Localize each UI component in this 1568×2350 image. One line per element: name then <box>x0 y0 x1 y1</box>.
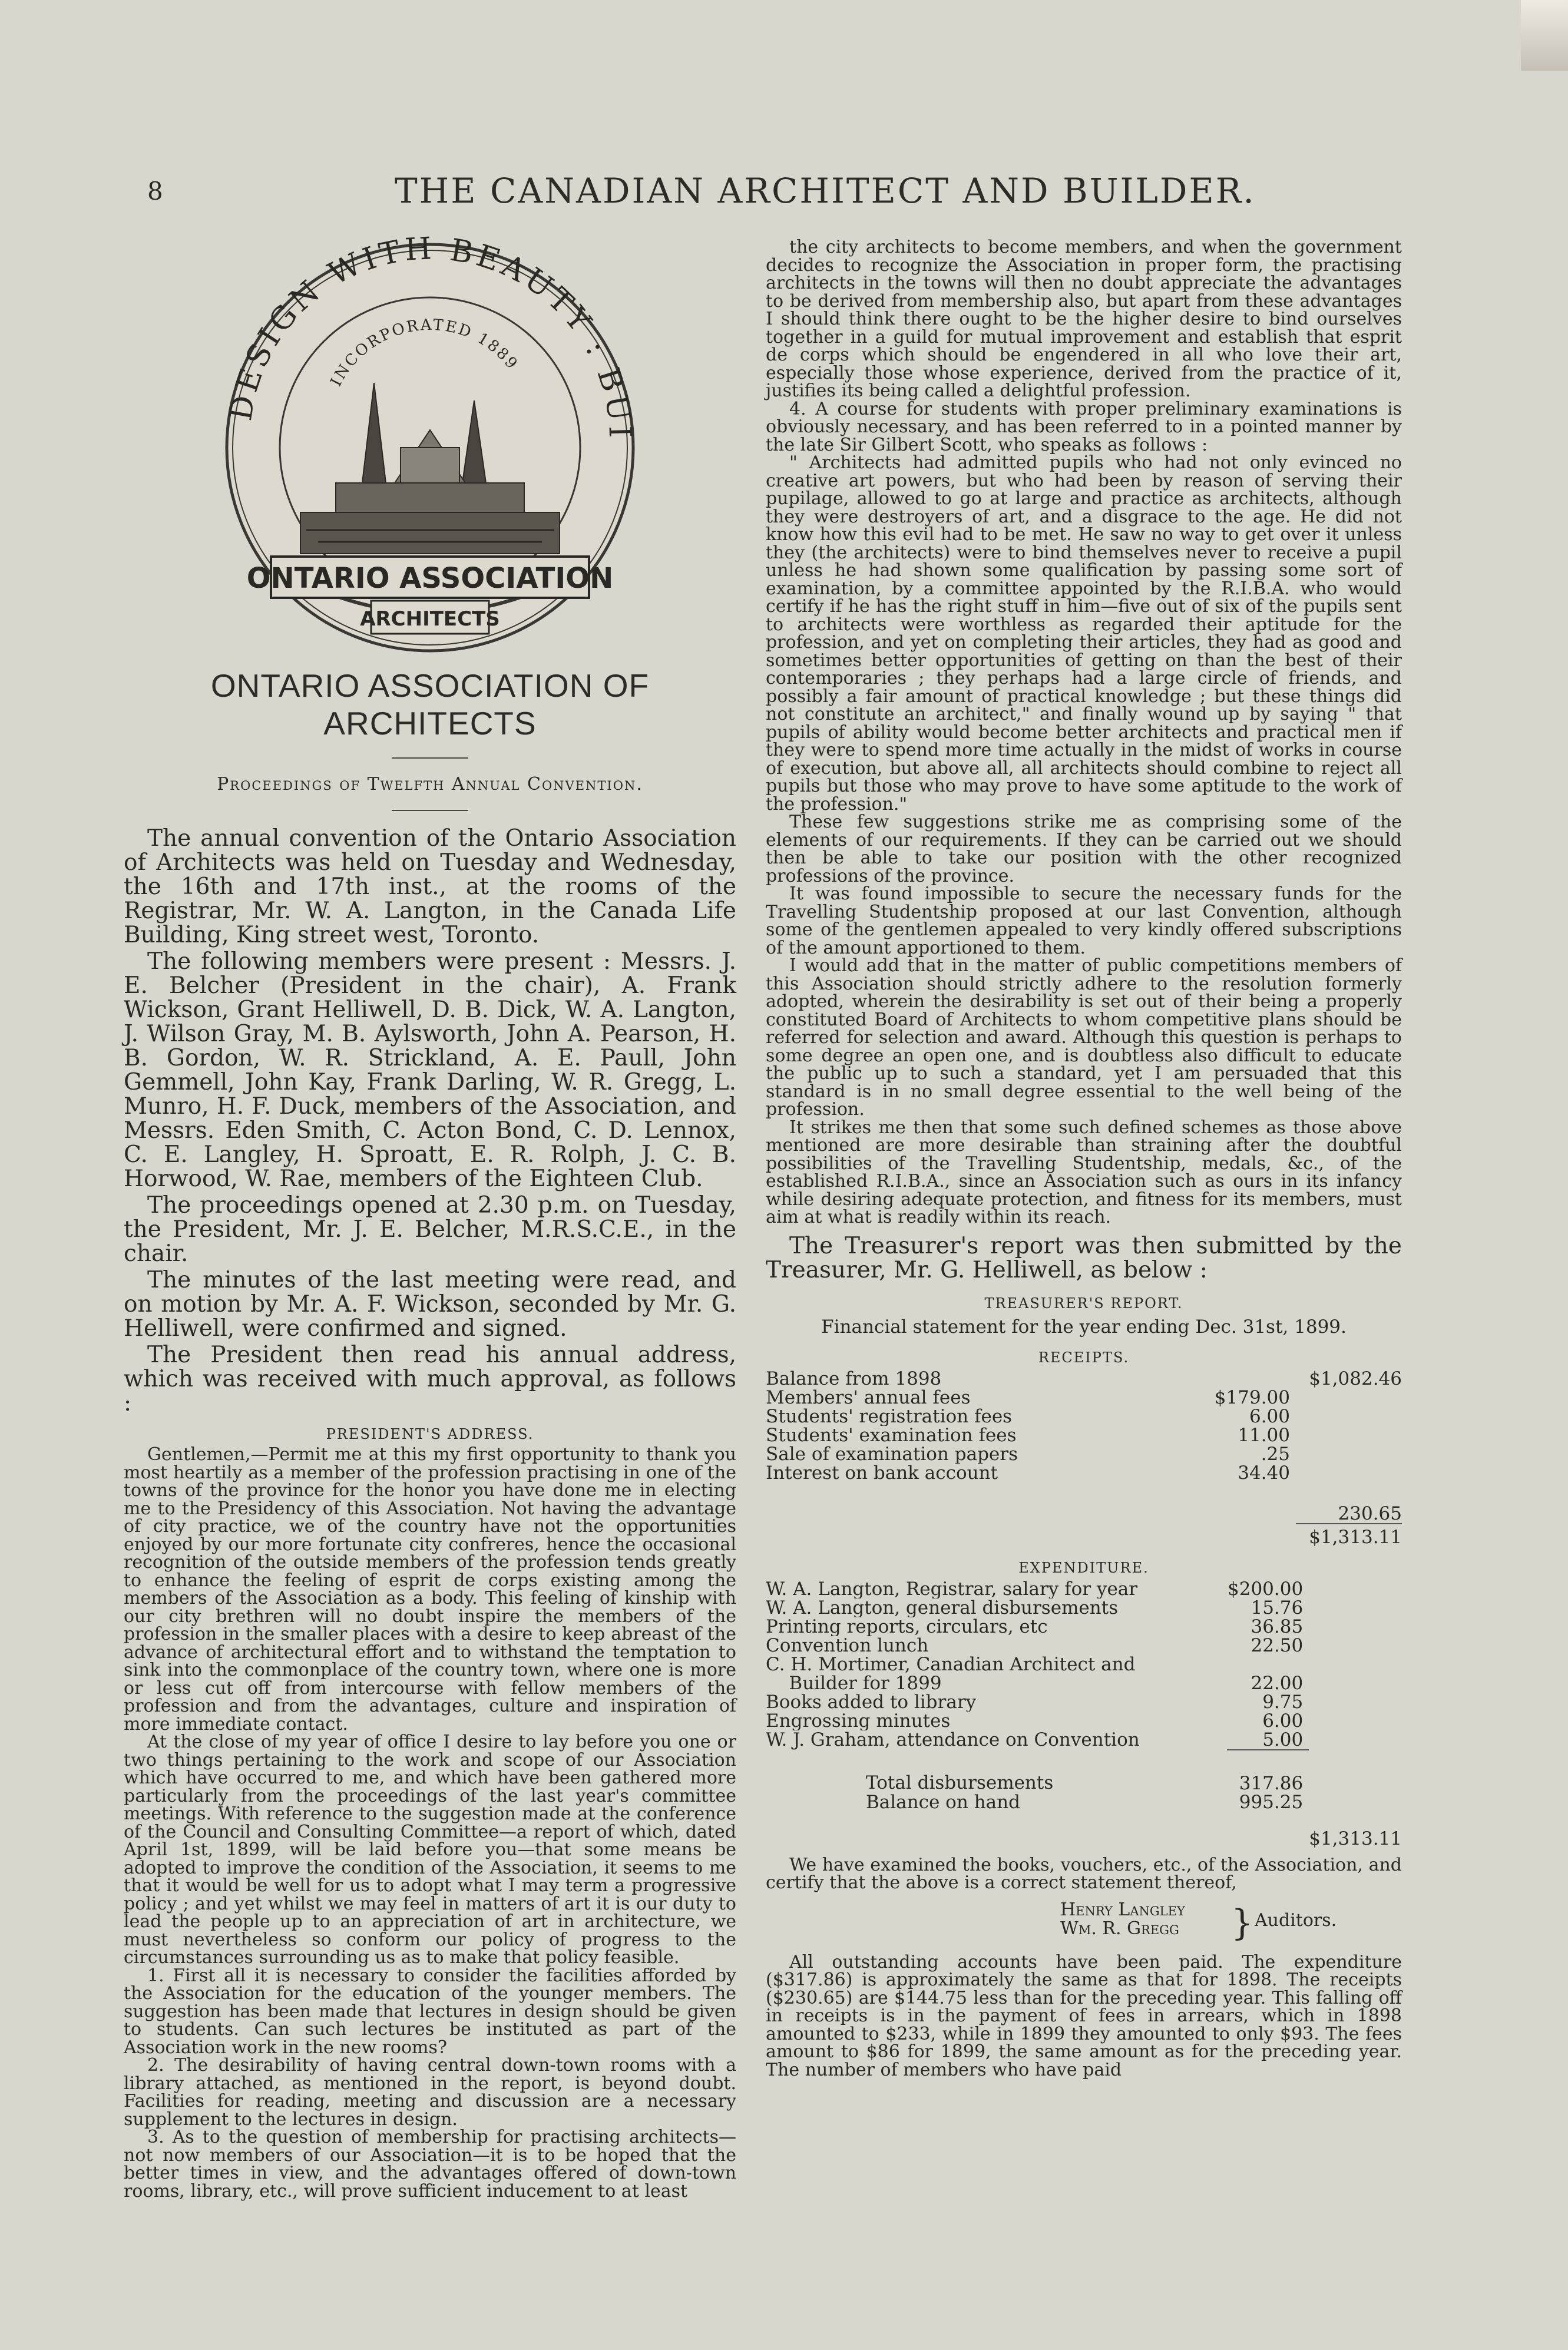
expenditure-heading: EXPENDITURE. <box>1018 1559 1149 1576</box>
table-row <box>766 1407 1402 1426</box>
svg-text:DESIGN WITH BEAUTY : BUILD WIT: DESIGN WITH BEAUTY : BUI <box>223 236 638 442</box>
table-row <box>766 1617 1402 1636</box>
address-heading: PRESIDENT'S ADDRESS. <box>326 1426 534 1442</box>
auditor-name: Henry Langley <box>1060 1899 1185 1920</box>
row-amount: $200.00 <box>1228 1578 1304 1600</box>
article-subtitle: Proceedings of Twelfth Annual Convention. <box>217 774 643 795</box>
row-amount: .25 <box>1261 1443 1290 1465</box>
row-amount: 6.00 <box>1249 1405 1290 1427</box>
quote-paragraph: " Architects had admitted pupils who had not only evinced no creative art powers, but who had been by reason of serving their pupilage, allowed to go at large and practice as architects, although they were destroyers of art, and a disgrace to the age. He did not know how this evil had to be met. He saw no way to get over it unless they (the architects) were to bind themselves never to receive a pupil unless he had shown some qualification by passing some sort of examination, by a committee appointed by the R.I.B.A. who would certify if he has the right stuff in him—five out of six of the pupils sent to architects were worthless as regarded their aptitude for the profession, and yet on completing their articles, they had as good and sometimes better opportunities of getting on than the best of their contemporaries ; they perhaps had a large circle of friends, and possibly a fair amount of practical knowledge ; but these things did not constitute an architect," and finally wound up by saying " that pupils of ability would become better architects and practical men if they were to spend more time actually in the midst of works in course of execution, but above all, all architects should combine to reject all pupils but those who may prove to have some aptitude to the work of the profession." <box>766 452 1402 815</box>
row-amount: 995.25 <box>1239 1791 1304 1813</box>
table-row <box>766 1674 1402 1693</box>
brace-glyph: } <box>1231 1902 1254 1944</box>
row-label: Printing reports, circulars, etc <box>766 1617 1048 1636</box>
closing-section <box>766 1951 1402 2080</box>
row-label: Total disbursements <box>866 1772 1054 1793</box>
receipts-subtotal: 230.65 <box>1338 1502 1402 1524</box>
paragraph: 3. As to the question of membership for practising architects—not now members of our Association—it is to be hoped that the better times in view, and the advantages offered of down-town rooms, library, etc., will prove sufficient inducement to at least <box>124 2127 736 2202</box>
table-row <box>766 1369 1402 1388</box>
row-label: Engrossing minutes <box>766 1711 951 1730</box>
row-label: Interest on bank account <box>766 1463 998 1482</box>
divider <box>392 757 468 759</box>
paragraph: 2. The desirability of having central down-town rooms with a library attached, as mentioned in the report, is beyond doubt. Facilities for reading, meeting and discussion are a necessary supplement to the lectures in design. <box>124 2055 736 2130</box>
table-row <box>766 1388 1402 1407</box>
expenditure-total: $1,313.11 <box>1309 1828 1402 1849</box>
page-number: 8 <box>147 177 163 206</box>
row-amount: 5.00 <box>1262 1729 1304 1750</box>
paragraph: The minutes of the last meeting were read, and on motion by Mr. A. F. Wickson, seconded by Mr. G. Helliwell, were confirmed and signed. <box>124 1267 736 1342</box>
auditor-name: Wm. R. Gregg <box>1060 1918 1179 1939</box>
paragraph: These few suggestions strike me as comprising some of the elements of our requirements. If they can be carried out we should then be able to take our position with the other recognized professions of the province. <box>766 812 1402 886</box>
row-label: Books added to library <box>766 1692 977 1712</box>
row-label: Students' examination fees <box>766 1425 1017 1445</box>
audit-statement: We have examined the books, vouchers, etc., of the Association, and certify that the above is a correct statement thereof, <box>766 1854 1402 1893</box>
row-amount: 15.76 <box>1251 1597 1304 1618</box>
paragraph: It strikes me then that some such defined schemes as those above mentioned are more desirable than straining after the doubtful possibilities of the Travelling Studentship, medals, &c., of the established R.I.B.A., since an Association such as ours in its infancy while desiring adequate protection, and fitness for its members, must aim at what is readily within its reach. <box>766 1117 1402 1227</box>
row-amount <box>1227 1655 1309 1674</box>
row-amount: 22.00 <box>1251 1672 1304 1694</box>
treasurer-intro: The Treasurer's report was then submitted by the Treasurer, Mr. G. Helliwell, as below : <box>766 1232 1402 1283</box>
table-row <box>766 1655 1402 1674</box>
paragraph: 1. First all it is necessary to consider the facilities afforded by the Association for the education of the younger members. The suggestion has been made that lectures in design should be given to students. Can such lectures be instituted as part of the Association work in the new rooms? <box>124 1965 736 2058</box>
article-title: ONTARIO ASSOCIATION OF ARCHITECTS <box>210 667 650 742</box>
row-label: Students' registration fees <box>766 1406 1013 1426</box>
table-row <box>766 1464 1402 1482</box>
receipts-heading: RECEIPTS. <box>1038 1349 1130 1366</box>
right-column <box>766 239 1402 2079</box>
table-row <box>766 1812 1402 1848</box>
row-amount: 9.75 <box>1262 1691 1304 1713</box>
running-head: THE CANADIAN ARCHITECT AND BUILDER. <box>395 171 1256 211</box>
page-edge <box>1521 0 1568 71</box>
paragraph: 4. A course for students with proper preliminary examinations is obviously necessary, and has been referred to in a pointed manner by the late Sir Gilbert Scott, who speaks as follows : <box>766 398 1402 455</box>
financial-statement-line: Financial statement for the year ending Dec. 31st, 1899. <box>821 1316 1347 1338</box>
table-row <box>766 1580 1402 1598</box>
row-label: W. A. Langton, general disbursements <box>766 1598 1119 1617</box>
page-header <box>147 171 1402 224</box>
auditors-label: Auditors. <box>1255 1909 1337 1931</box>
row-label: W. J. Graham, attendance on Convention <box>766 1730 1140 1750</box>
receipts-total: $1,313.11 <box>1296 1524 1402 1547</box>
row-amount: 6.00 <box>1262 1710 1304 1732</box>
audit-section <box>766 1856 1402 1892</box>
paragraph: The President then read his annual address, which was received with much approval, as follows : <box>124 1342 736 1416</box>
auditor-names <box>1060 1901 1185 1938</box>
row-label: Convention lunch <box>766 1636 929 1655</box>
paragraph: It was found impossible to secure the necessary funds for the Travelling Studentship proposed at our last Convention, although some of the gentlemen appealed to very kindly offered subscriptions of the amount apportioned to them. <box>766 883 1402 958</box>
table-row <box>766 1693 1402 1712</box>
paragraph: At the close of my year of office I desire to lay before you one or two things pertaining to the work and scope of our Association which have occurred to me, and which have been gathered more particularly from the proceedings of the last year's committee meetings. With reference to the suggestion made at the conference of the Council and Consulting Committee—a report of which, dated April 1st, 1899, will be laid before you—that some means be adopted to improve the condition of the Association, it seems to me that it would be well for us to adopt what I may term a progressive policy ; and yet whilst we may feel in matters of art it is our duty to lead the people up to an appreciation of art in architecture, we must nevertheless so conform our policy of progress to the circumstances surrounding us as to make that policy feasible. <box>124 1732 736 1968</box>
row-amount: 11.00 <box>1238 1424 1290 1446</box>
paragraph: The annual convention of the Ontario Association of Architects was held on Tuesday and Wednesday, the 16th and 17th inst., at the rooms of the Registrar, Mr. W. A. Langton, in the Canada Life Building, King street west, Toronto. <box>124 825 736 948</box>
paragraph: I would add that in the matter of public competitions members of this Association should strictly adhere to the resolution formerly adopted, wherein the desirability is set out of their being a properly constituted Board of Architects to whom competitive plans should be referred for selection and award. Although this question is perhaps to some degree an open one, and is doubtless also difficult to educate the public up to such a standard, yet I am persuaded that this standard is in no small degree essential to the well being of the profession. <box>766 955 1402 1120</box>
association-seal <box>124 236 736 660</box>
table-row <box>766 1730 1402 1750</box>
receipts-table <box>766 1369 1402 1547</box>
row-amount: 317.86 <box>1227 1750 1309 1793</box>
table-row <box>766 1712 1402 1730</box>
address-right <box>766 239 1402 1227</box>
row-label: Balance on hand <box>866 1792 1020 1812</box>
table-row <box>766 1445 1402 1464</box>
row-amount: $179.00 <box>1214 1386 1290 1408</box>
closing-paragraph: All outstanding accounts have been paid. The expenditure ($317.86) is approximately the same as that for 1898. The receipts ($230.65) are $144.75 less than for the preceding year. This falling off in receipts is in the payment of fees in arrears, which in 1898 amounted to $233, while in 1899 they amounted to only $93. The fees amount to $86 for 1899, the same amount as for the preceding year. The number of members who have paid <box>766 1951 1402 2080</box>
row-label: Builder for 1899 <box>766 1673 942 1693</box>
auditors-block <box>766 1901 1402 1948</box>
row-label: Balance from 1898 <box>766 1369 942 1388</box>
left-column <box>124 236 736 2200</box>
address-left <box>124 1446 736 2200</box>
treasurer-heading: TREASURER'S REPORT. <box>984 1295 1183 1312</box>
table-row <box>766 1636 1402 1655</box>
svg-text:INCORPORATED 1889: INCORPORATED 1889 <box>327 316 522 389</box>
paragraph: The proceedings opened at 2.30 p.m. on Tuesday, the President, Mr. J. E. Belcher, M.R.S.C.E., in the chair. <box>124 1192 736 1267</box>
expenditure-table <box>766 1580 1402 1848</box>
row-label: W. A. Langton, Registrar, salary for year <box>766 1579 1138 1598</box>
divider <box>392 810 468 811</box>
table-row <box>766 1482 1402 1524</box>
table-row <box>766 1598 1402 1617</box>
treasurer-intro-section <box>766 1234 1402 1282</box>
seal-illustration <box>124 236 736 660</box>
table-row <box>766 1793 1402 1812</box>
paragraph: The following members were present : Messrs. J. E. Belcher (President in the chair), A. Frank Wickson, Grant Helliwell, D. B. Dick, W. A. Langton, J. Wilson Gray, M. B. Aylsworth, John A. Pearson, H. B. Gordon, W. R. Strickland, A. E. Paull, John Gemmell, John Kay, Frank Darling, W. R. Gregg, L. Munro, H. F. Duck, members of the Association, and Messrs. Eden Smith, C. Acton Bond, C. D. Lennox, C. E. Langley, H. Sproatt, E. R. Rolph, J. C. B. Horwood, W. Rae, members of the Eighteen Club. <box>124 948 736 1192</box>
seal-banner: ONTARIO ASSOCIATION <box>246 562 614 595</box>
paragraph: the city architects to become members, and when the government decides to recognize the Association in proper form, the practising architects in the towns will then no doubt appreciate the advantages to be derived from membership also, but apart from these advantages I should think there ought to be the higher desire to bind ourselves together in a guild for mutual improvement and establish that esprit de corps which should be engendered in all who love their art, especially those whose experience, derived from the practice of it, justifies its being called a delightful profession. <box>766 237 1402 401</box>
seal-banner-2: ARCHITECTS <box>360 607 500 631</box>
row-amount: 34.40 <box>1238 1462 1290 1484</box>
row-amount: 22.50 <box>1251 1634 1304 1656</box>
lead-section <box>124 826 736 1415</box>
row-amount: 36.85 <box>1251 1616 1304 1637</box>
row-label: C. H. Mortimer, Canadian Architect and <box>766 1654 1136 1674</box>
table-row <box>766 1750 1402 1793</box>
row-label: Members' annual fees <box>766 1388 971 1407</box>
table-row <box>766 1426 1402 1445</box>
row-label: Sale of examination papers <box>766 1444 1018 1464</box>
row-total: $1,082.46 <box>1309 1368 1402 1389</box>
table-row <box>766 1524 1402 1547</box>
paragraph: Gentlemen,—Permit me at this my first opportunity to thank you most heartily as a member of the profession practising in one of the towns of the province for the honor you have done me in electing me to the Presidency of this Association. Not having the advantage of city practice, we of the country have not the opportunities enjoyed by our more fortunate city confreres, hence the occasional recognition of the outside members of the profession tends greatly to enhance the feeling of esprit de corps existing among the members of the Association as a body. This feeling of kinship with our city brethren will no doubt inspire the members of the profession in the smaller places with a desire to keep abreast of the advance of architectural effort and to withstand the temptation to sink into the commonplace of the country town, where one is more or less cut off from intercourse with fellow members of the profession and from the advantages, culture and inspiration of more immediate contact. <box>124 1444 736 1735</box>
